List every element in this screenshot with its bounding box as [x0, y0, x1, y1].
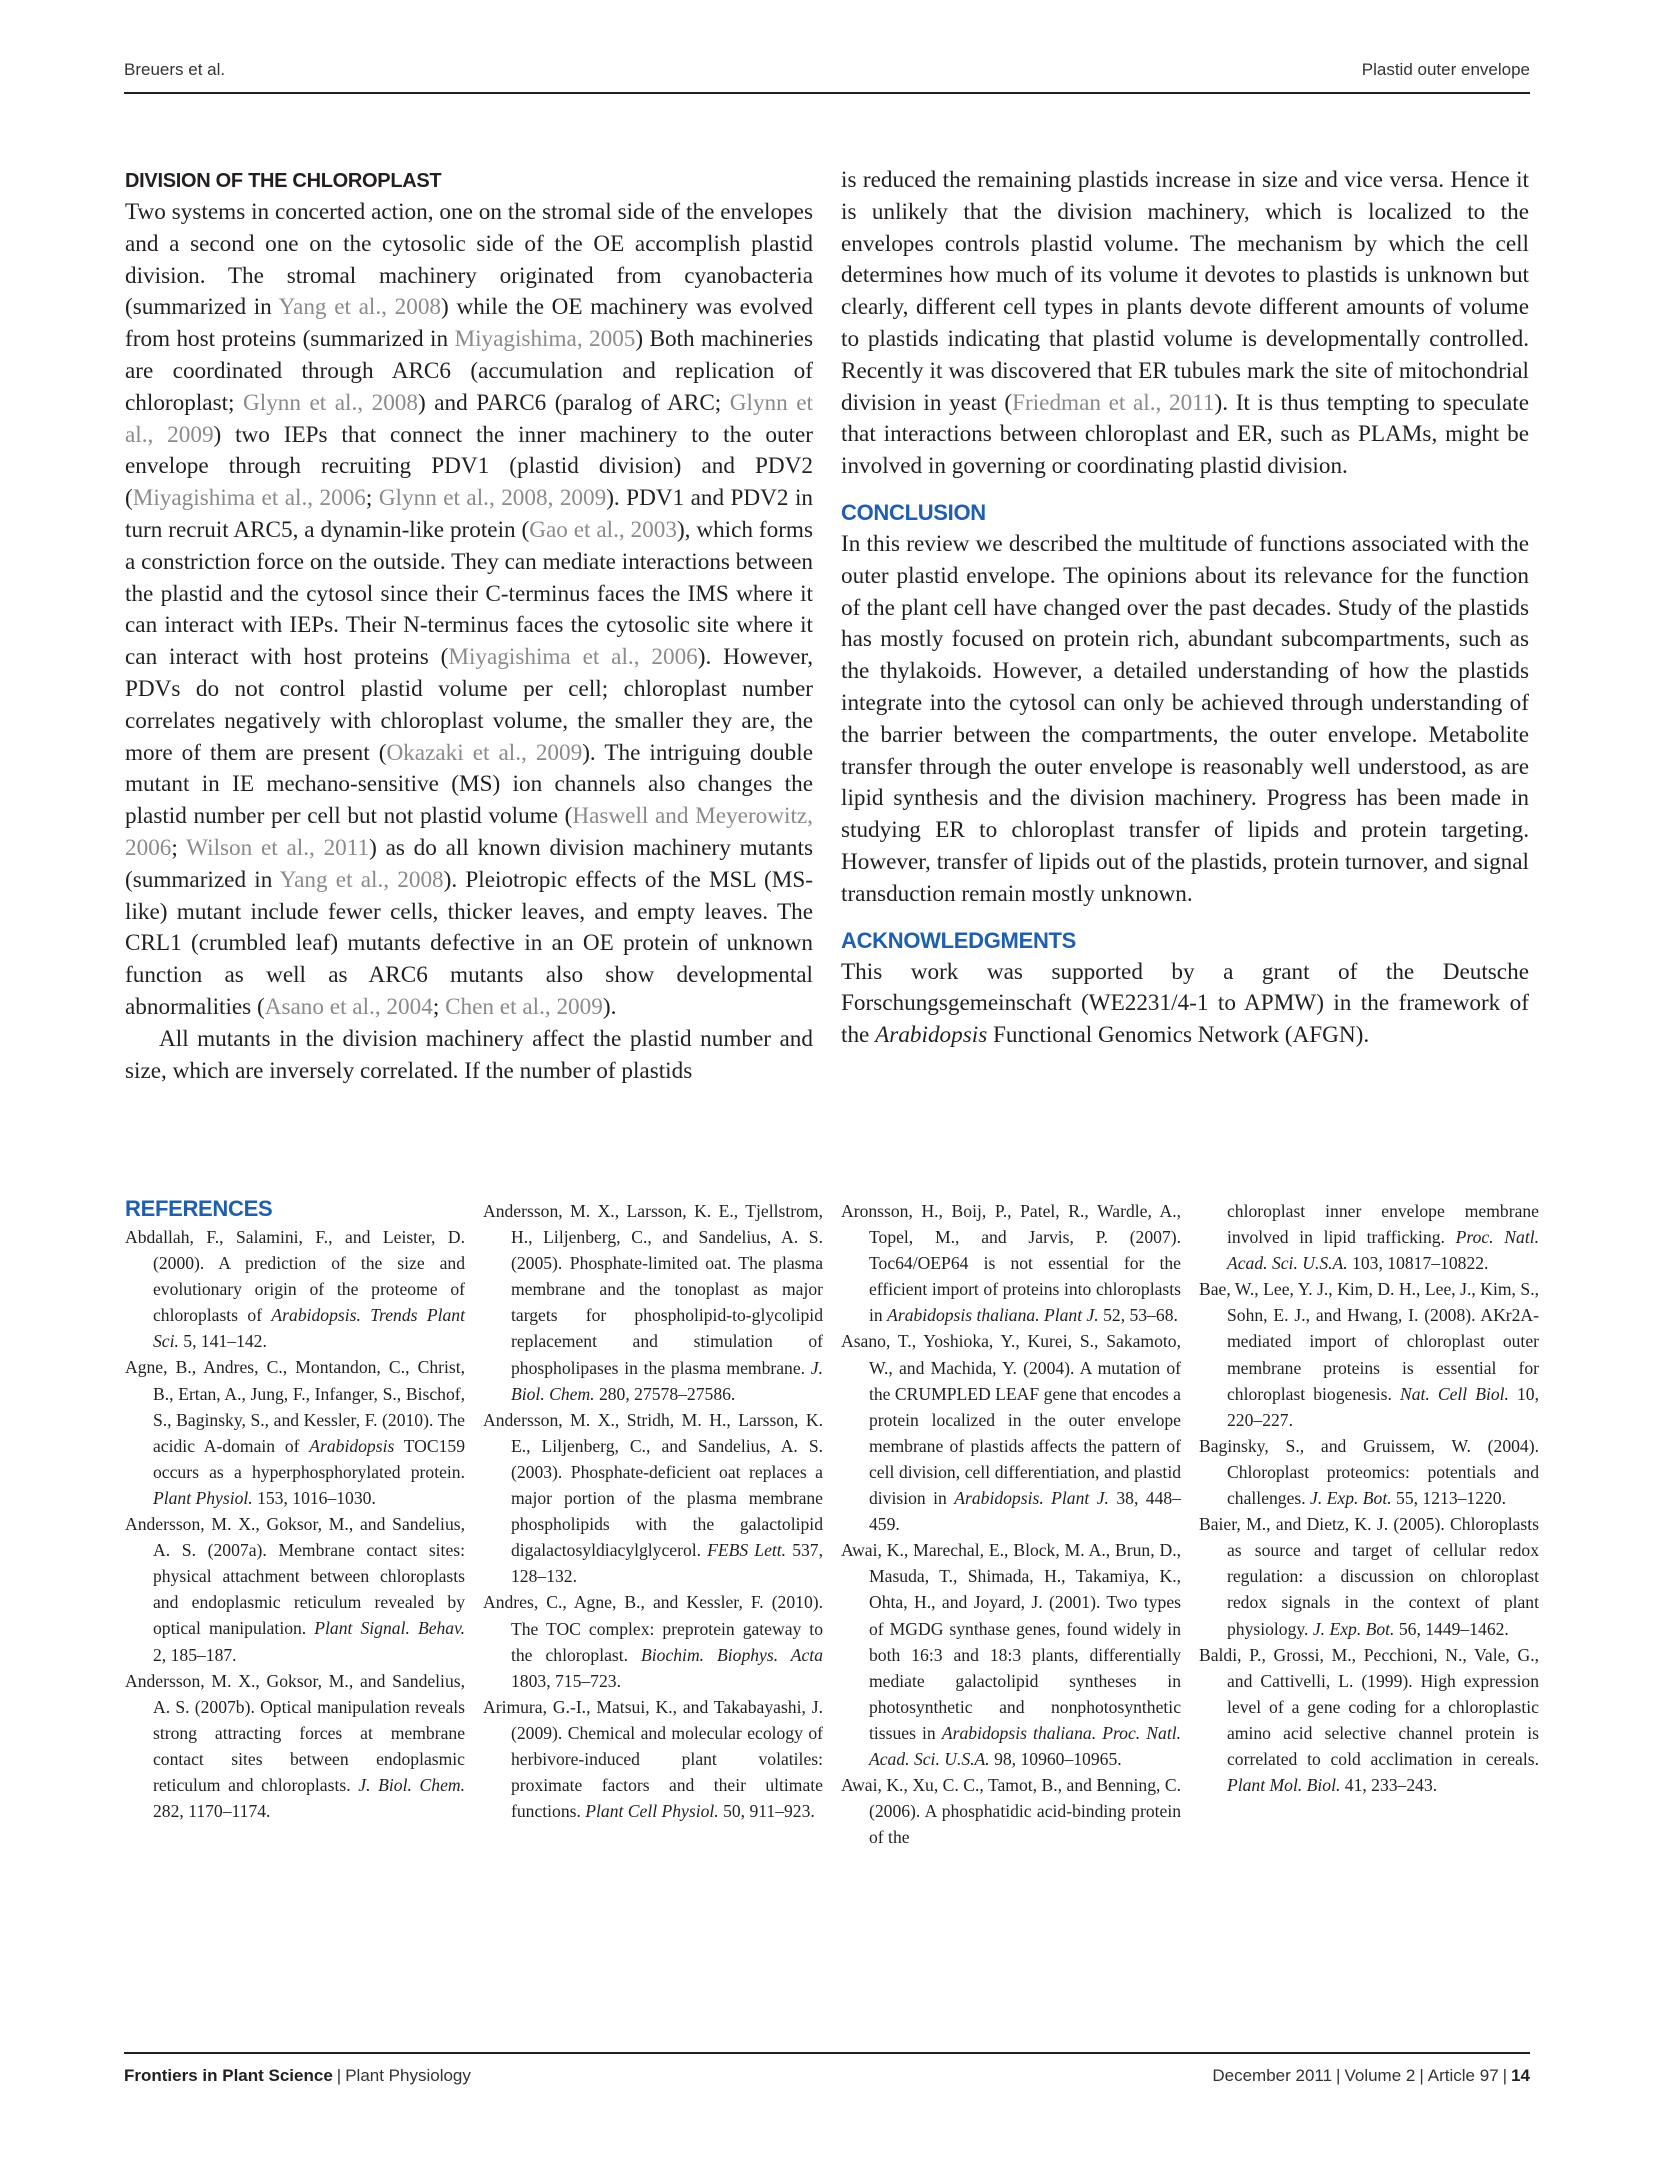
italic-text: Arabidopsis thaliana. Proc. Natl. Acad. Sci. U.S.A.: [869, 1722, 1182, 1769]
reference-item: Andersson, M. X., Goksor, M., and Sandelius, A. S. (2007a). Membrane contact sites: physical attachment between chloroplasts and endoplasmic reticulum revealed by optical manipulation. Plant Signal. Behav. 2, 185–187.: [125, 1514, 465, 1665]
citation-link[interactable]: Miyagishima et al., 2006: [132, 485, 366, 512]
citation-link[interactable]: Haswell and Meyerowitz, 2006: [125, 803, 813, 861]
reference-item: chloroplast inner envelope membrane involved in lipid trafficking. Proc. Natl. Acad. Sci. U.S.A. 103, 10817–10822.: [1227, 1201, 1539, 1274]
citation-link[interactable]: Asano et al., 2004: [264, 993, 433, 1020]
italic-text: Plant Cell Physiol.: [585, 1801, 719, 1822]
citation-link[interactable]: Yang et al., 2008: [278, 294, 442, 321]
section-heading-conclusion: CONCLUSION: [841, 499, 986, 525]
citation-link[interactable]: Gao et al., 2003: [529, 516, 677, 543]
running-head: [124, 60, 1530, 94]
italic-text: Arabidopsis. Trends Plant Sci.: [153, 1305, 465, 1352]
references-column-1: [125, 1224, 465, 1824]
section-heading-acknowledgments: ACKNOWLEDGMENTS: [841, 927, 1077, 953]
body-column-left: [125, 165, 813, 1087]
reference-item: Andersson, M. X., Stridh, M. H., Larsson, K. E., Liljenberg, C., and Sandelius, A. S. (2003). Phosphate-deficient oat replaces a major portion of the plasma membrane phospholipids with the galactolipid digalactosyldiacylglycerol. FEBS Lett. 537, 128–132.: [483, 1409, 823, 1587]
footer-page-number: 14: [1511, 2066, 1530, 2085]
footer-separator: |: [336, 2066, 342, 2085]
running-head-authors: Breuers et al.: [124, 60, 226, 79]
italic-text: Plant Mol. Biol.: [1227, 1775, 1341, 1796]
italic-text: FEBS Lett.: [707, 1540, 787, 1561]
reference-item: Awai, K., Xu, C. C., Tamot, B., and Benning, C. (2006). A phosphatidic acid-binding protein of the: [841, 1775, 1181, 1848]
reference-item: Andersson, M. X., Larsson, K. E., Tjellstrom, H., Liljenberg, C., and Sandelius, A. S. (2005). Phosphate-limited oat. The plasma membrane and the tonoplast as major targets for phospholipid-to-glycolipid replacement and stimulation of phospholipases in the plasma membrane. J. Biol. Chem. 280, 27578–27586.: [483, 1201, 823, 1404]
acknowledgments-paragraph: This work was supported by a grant of the Deutsche Forschungsgemeinschaft (WE2231/4-1 to APMW) in the framework of the Arabidopsis Functional Genomics Network (AFGN).: [841, 958, 1529, 1049]
reference-item: Bae, W., Lee, Y. J., Kim, D. H., Lee, J., Kim, S., Sohn, E. J., and Hwang, I. (2008). AKr2A-mediated import of chloroplast outer membrane proteins is essential for chloroplast biogenesis. Nat. Cell Biol. 10, 220–227.: [1199, 1279, 1540, 1430]
italic-text: Arabidopsis. Plant J.: [954, 1488, 1109, 1509]
references-column-3: [841, 1198, 1181, 1850]
section-heading-division: DIVISION OF THE CHLOROPLAST: [125, 170, 442, 192]
division-paragraph-1: Two systems in concerted action, one on the stromal side of the envelopes and a second one on the cytosolic side of the OE accomplish plastid division. The stromal machinery originated from cyanobacteria (summarized in Yang et al., 2008) while the OE machinery was evolved from host proteins (summarized in Miyagishima, 2005) Both machineries are coordinated through ARC6 (accumulation and replication of chloroplast; Glynn et al., 2008) and PARC6 (paralog of ARC; Glynn et al., 2009) two IEPs that connect the inner machinery to the outer envelope through recruiting PDV1 (plastid division) and PDV2 (Miyagishima et al., 2006; Glynn et al., 2008, 2009). PDV1 and PDV2 in turn recruit ARC5, a dynamin-like protein (Gao et al., 2003), which forms a constriction force on the outside. They can mediate interactions between the plastid and the cytosol since their C-terminus faces the IMS where it can interact with IEPs. Their N-terminus faces the cytosolic site where it can interact with host proteins (Miyagishima et al., 2006). However, PDVs do not control plastid volume per cell; chloroplast number correlates negatively with chloroplast volume, the smaller they are, the more of them are present (Okazaki et al., 2009). The intriguing double mutant in IE mechano-sensitive (MS) ion channels also changes the plastid number per cell but not plastid volume (Haswell and Meyerowitz, 2006; Wilson et al., 2011) as do all known division machinery mutants (summarized in Yang et al., 2008). Pleiotropic effects of the MSL (MS-like) mutant include fewer cells, thicker leaves, and empty leaves. The CRL1 (crumbled leaf) mutants defective in an OE protein of unknown function as well as ARC6 mutants also show developmental abnormalities (Asano et al., 2004; Chen et al., 2009).: [125, 199, 814, 1020]
footer-date: December 2011: [1212, 2066, 1333, 2085]
footer-separator: |: [1502, 2066, 1508, 2085]
reference-item: Abdallah, F., Salamini, F., and Leister, D. (2000). A prediction of the size and evolutionary origin of the proteome of chloroplasts of Arabidopsis. Trends Plant Sci. 5, 141–142.: [125, 1227, 465, 1352]
italic-text: J. Biol. Chem.: [511, 1357, 823, 1404]
italic-text: Arabidopsis: [875, 1022, 988, 1049]
italic-text: Nat. Cell Biol.: [1399, 1383, 1509, 1404]
footer-separator: |: [1419, 2066, 1424, 2085]
references-column-4: [1199, 1198, 1539, 1798]
reference-item: Agne, B., Andres, C., Montandon, C., Christ, B., Ertan, A., Jung, F., Infanger, S., Bischof, S., Baginsky, S., and Kessler, F. (2010). The acidic A-domain of Arabidopsis TOC159 occurs as a hyperphosphorylated protein. Plant Physiol. 153, 1016–1030.: [125, 1357, 465, 1508]
reference-item: Baldi, P., Grossi, M., Pecchioni, N., Vale, G., and Cattivelli, L. (1999). High expression level of a gene coding for a chloroplastic amino acid selective channel protein is correlated to cold acclimation in cereals. Plant Mol. Biol. 41, 233–243.: [1199, 1644, 1539, 1796]
footer-section: Plant Physiology: [345, 2066, 471, 2085]
italic-text: J. Exp. Bot.: [1312, 1618, 1395, 1639]
italic-text: J. Biol. Chem.: [358, 1774, 465, 1795]
citation-link[interactable]: Friedman et al., 2011: [1012, 389, 1215, 416]
body-column-right: [841, 165, 1529, 1052]
reference-item: Andres, C., Agne, B., and Kessler, F. (2010). The TOC complex: preprotein gateway to the chloroplast. Biochim. Biophys. Acta 1803, 715–723.: [483, 1592, 823, 1691]
citation-link[interactable]: Okazaki et al., 2009: [386, 739, 583, 766]
page-footer: [124, 2052, 1530, 2084]
italic-text: Plant Signal. Behav.: [314, 1618, 465, 1639]
footer-article: Article 97: [1427, 2066, 1499, 2085]
italic-text: Arabidopsis: [309, 1435, 395, 1456]
section-heading-references: REFERENCES: [125, 1196, 273, 1221]
citation-link[interactable]: Miyagishima, 2005: [454, 326, 636, 353]
reference-item: Arimura, G.-I., Matsui, K., and Takabayashi, J. (2009). Chemical and molecular ecology of herbivore-induced plant volatiles: proximate factors and their ultimate functions. Plant Cell Physiol. 50, 911–923.: [483, 1696, 823, 1822]
italic-text: Plant Physiol.: [153, 1487, 253, 1508]
footer-separator: |: [1336, 2066, 1341, 2085]
reference-item: Aronsson, H., Boij, P., Patel, R., Wardle, A., Topel, M., and Jarvis, P. (2007). Toc64/OEP64 is not essential for the efficient import of proteins into chloroplasts in Arabidopsis thaliana. Plant J. 52, 53–68.: [841, 1201, 1181, 1326]
division-paragraph-2-start: All mutants in the division machinery affect the plastid number and size, which are inversely correlated. If the number of plastids: [125, 1025, 813, 1084]
italic-text: Biochim. Biophys. Acta: [641, 1644, 823, 1665]
italic-text: Proc. Natl. Acad. Sci. U.S.A.: [1227, 1227, 1539, 1274]
references-column-2: [483, 1198, 823, 1824]
citation-link[interactable]: Yang et al., 2008: [279, 866, 444, 893]
reference-item: Andersson, M. X., Goksor, M., and Sandelius, A. S. (2007b). Optical manipulation reveals strong attracting forces at membrane contact sites between endoplasmic reticulum and chloroplasts. J. Biol. Chem. 282, 1170–1174.: [125, 1670, 465, 1822]
citation-link[interactable]: Glynn et al., 2008, 2009: [378, 485, 607, 512]
running-head-title: Plastid outer envelope: [1361, 60, 1530, 79]
citation-link[interactable]: Glynn et al., 2009: [125, 389, 813, 448]
reference-item: Asano, T., Yoshioka, Y., Kurei, S., Sakamoto, W., and Machida, Y. (2004). A mutation of the CRUMPLED LEAF gene that encodes a protein localized in the outer envelope membrane of plastids affects the pattern of cell division, cell differentiation, and plastid division in Arabidopsis. Plant J. 38, 448–459.: [841, 1331, 1181, 1535]
division-paragraph-2-cont: is reduced the remaining plastids increase in size and vice versa. Hence it is unlikely that the division machinery, which is localized to the envelopes controls plastid volume. The mechanism by which the cell determines how much of its volume it devotes to plastids is unknown but clearly, different cell types in plants devote different amounts of volume to plastids indicating that plastid volume is developmentally controlled. Recently it was discovered that ER tubules mark the site of mitochondrial division in yeast (Friedman et al., 2011). It is thus tempting to speculate that interactions between chloroplast and ER, such as PLAMs, might be involved in governing or coordinating plastid division.: [841, 167, 1529, 480]
italic-text: Arabidopsis thaliana. Plant J.: [887, 1305, 1099, 1326]
citation-link[interactable]: Miyagishima et al., 2006: [448, 644, 698, 671]
citation-link[interactable]: Glynn et al., 2008: [243, 389, 418, 416]
reference-item: Awai, K., Marechal, E., Block, M. A., Brun, D., Masuda, T., Shimada, H., Takamiya, K., Ohta, H., and Joyard, J. (2001). Two types of MGDG synthase genes, found widely in both 16:3 and 18:3 plants, differentially mediate galactolipid syntheses in photosynthetic and nonphotosynthetic tissues in Arabidopsis thaliana. Proc. Natl. Acad. Sci. U.S.A. 98, 10960–10965.: [841, 1540, 1182, 1769]
footer-journal: Frontiers in Plant Science: [124, 2066, 333, 2085]
citation-link[interactable]: Wilson et al., 2011: [186, 834, 370, 861]
footer-volume: Volume 2: [1344, 2066, 1416, 2085]
citation-link[interactable]: Chen et al., 2009: [445, 993, 603, 1020]
italic-text: J. Exp. Bot.: [1310, 1488, 1392, 1509]
conclusion-paragraph: In this review we described the multitude of functions associated with the outer plastid envelope. The opinions about its relevance for the function of the plant cell have changed over the past decades. Study of the plastids has mostly focused on protein rich, abundant subcompartments, such as the thylakoids. However, a detailed understanding of how the plastids integrate into the cytosol can only be achieved through understanding of the barrier between the compartments, the outer envelope. Metabolite transfer through the outer envelope is reasonably well understood, as are lipid synthesis and the division machinery. Progress has been made in studying ER to chloroplast transfer of lipids and protein targeting. However, transfer of lipids out of the plastids, protein turnover, and signal transduction remain mostly unknown.: [841, 530, 1529, 907]
reference-item: Baier, M., and Dietz, K. J. (2005). Chloroplasts as source and target of cellular redox regulation: a discussion on chloroplast redox signals in the context of plant physiology. J. Exp. Bot. 56, 1449–1462.: [1199, 1514, 1539, 1639]
reference-item: Baginsky, S., and Gruissem, W. (2004). Chloroplast proteomics: potentials and challenges. J. Exp. Bot. 55, 1213–1220.: [1199, 1435, 1539, 1509]
